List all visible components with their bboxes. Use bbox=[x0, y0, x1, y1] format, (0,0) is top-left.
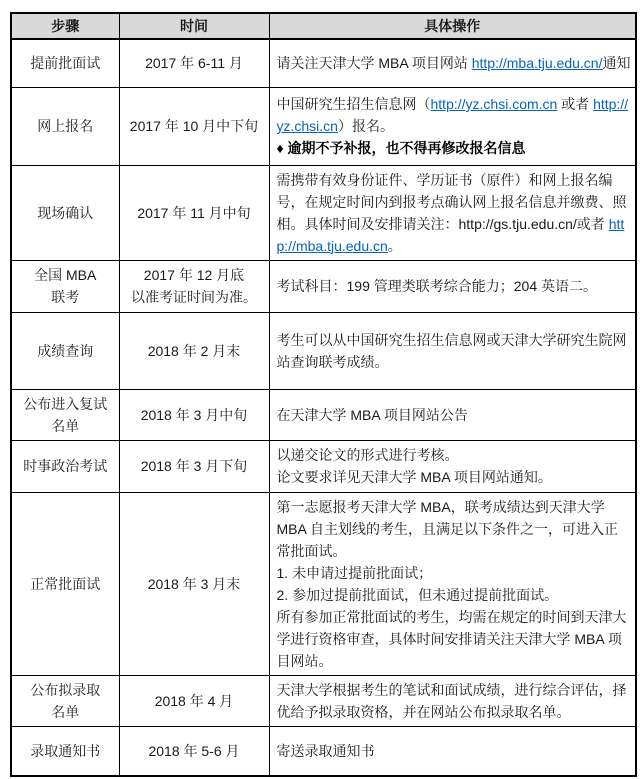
operation-cell: 天津大学根据考生的笔试和面试成绩，进行综合评估，择优给予拟录取资格，并在网站公布拟录取名单。 bbox=[269, 675, 636, 726]
operation-cell: 请关注天津大学 MBA 项目网站 http://mba.tju.edu.cn/通知 bbox=[269, 39, 636, 87]
column-header-operation: 具体操作 bbox=[269, 13, 636, 39]
step-cell: 成绩查询 bbox=[11, 312, 119, 389]
url-link[interactable]: http://yz.chsi.cn bbox=[276, 96, 629, 134]
table-row bbox=[11, 726, 636, 776]
table-row bbox=[11, 440, 636, 492]
table-header bbox=[11, 13, 636, 39]
step-cell: 网上报名 bbox=[11, 87, 119, 165]
operation-cell: 中国研究生招生信息网（http://yz.chsi.com.cn 或者 http://yz.chsi.cn）报名。 ♦ 逾期不予补报，也不得再修改报名信息 bbox=[269, 87, 636, 165]
time-cell: 2018 年 3 月中旬 bbox=[119, 389, 269, 440]
column-header-step: 步骤 bbox=[11, 13, 119, 39]
mba-schedule-table bbox=[10, 12, 637, 777]
step-cell: 正常批面试 bbox=[11, 492, 119, 675]
table-row bbox=[11, 39, 636, 87]
table-row bbox=[11, 389, 636, 440]
operation-cell: 需携带有效身份证件、学历证书（原件）和网上报名编号，在规定时间内到报考点确认网上报名信息并缴费、照相。具体时间及安排请关注：http://gs.tju.edu.cn/或者 http://mba.tju.edu.cn。 bbox=[269, 165, 636, 260]
time-cell: 2017 年 6-11 月 bbox=[119, 39, 269, 87]
time-cell: 2017 年 11 月中旬 bbox=[119, 165, 269, 260]
url-link[interactable]: http://mba.tju.edu.cn/ bbox=[471, 55, 603, 72]
operation-cell: 以递交论文的形式进行考核。 论文要求详见天津大学 MBA 项目网站通知。 bbox=[269, 440, 636, 492]
url-link[interactable]: http://mba.tju.edu.cn bbox=[276, 215, 625, 254]
step-cell: 录取通知书 bbox=[11, 726, 119, 776]
operation-cell: 在天津大学 MBA 项目网站公告 bbox=[269, 389, 636, 440]
time-cell: 2017 年 10 月中下旬 bbox=[119, 87, 269, 165]
step-cell: 公布进入复试 名单 bbox=[11, 389, 119, 440]
table-row bbox=[11, 312, 636, 389]
operation-cell: 寄送录取通知书 bbox=[269, 726, 636, 776]
table-body bbox=[11, 39, 636, 776]
url-link[interactable]: http://yz.chsi.com.cn bbox=[430, 96, 558, 112]
column-header-time: 时间 bbox=[119, 13, 269, 39]
time-cell: 2018 年 2 月末 bbox=[119, 312, 269, 389]
step-cell: 时事政治考试 bbox=[11, 440, 119, 492]
step-cell: 全国 MBA 联考 bbox=[11, 260, 119, 312]
table-row bbox=[11, 260, 636, 312]
operation-cell: 第一志愿报考天津大学 MBA，联考成绩达到天津大学 MBA 自主划线的考生，且满足以下条件之一，可进入正常批面试。 1. 未申请过提前批面试； 2. 参加过提前批面试，但未通过提前批面试。 所有参加正常批面试的考生，均需在规定的时间到天津大学进行资格审查，具体时间安排请关注天津大学 MBA 项目网站。 bbox=[269, 492, 636, 675]
step-cell: 提前批面试 bbox=[11, 39, 119, 87]
step-cell: 公布拟录取 名单 bbox=[11, 675, 119, 726]
table-row bbox=[11, 165, 636, 260]
header-row bbox=[11, 13, 636, 39]
time-cell: 2017 年 12 月底 以准考证时间为准。 bbox=[119, 260, 269, 312]
operation-cell: 考生可以从中国研究生招生信息网或天津大学研究生院网站查询联考成绩。 bbox=[269, 312, 636, 389]
operation-cell: 考试科目：199 管理类联考综合能力；204 英语二。 bbox=[269, 260, 636, 312]
table-row bbox=[11, 87, 636, 165]
time-cell: 2018 年 4 月 bbox=[119, 675, 269, 726]
step-cell: 现场确认 bbox=[11, 165, 119, 260]
time-cell: 2018 年 3 月末 bbox=[119, 492, 269, 675]
time-cell: 2018 年 5-6 月 bbox=[119, 726, 269, 776]
deadline-warning-text: ♦ 逾期不予补报，也不得再修改报名信息 bbox=[276, 140, 526, 156]
time-cell: 2018 年 3 月下旬 bbox=[119, 440, 269, 492]
table-row bbox=[11, 492, 636, 675]
table-row bbox=[11, 675, 636, 726]
